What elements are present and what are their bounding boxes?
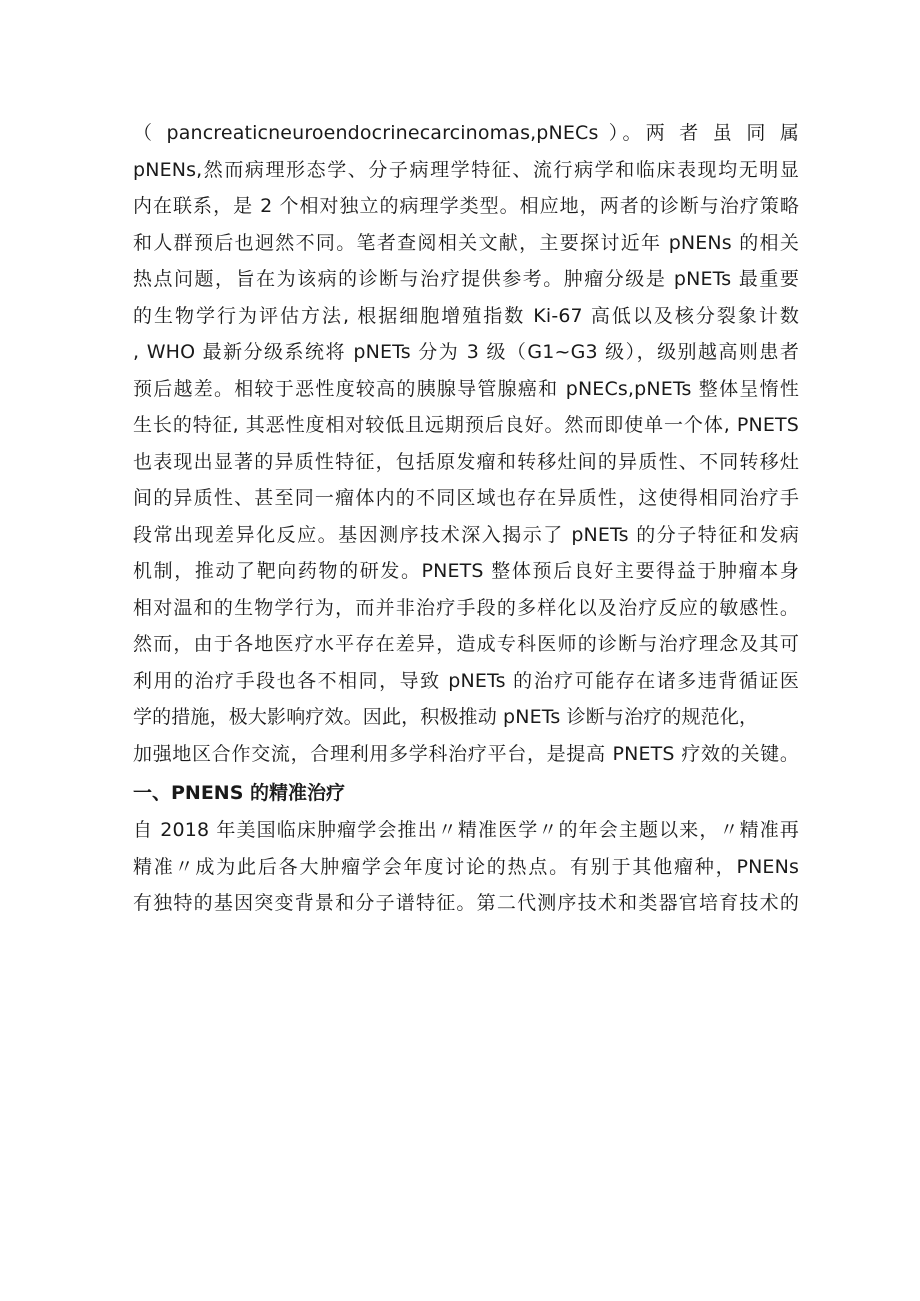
text-line: pNENs,然而病理形态学、分子病理学特征、流行病学和临床表现均无明显 bbox=[133, 158, 799, 181]
text-line: 相对温和的生物学行为，而并非治疗手段的多样化以及治疗反应的敏感性。 bbox=[133, 596, 799, 619]
text-line: 然而，由于各地医疗水平存在差异，造成专科医师的诊断与治疗理念及其可 bbox=[133, 633, 799, 655]
text-line: , WHO 最新分级系统将 pNETs 分为 3 级（G1~G3 级），级别越高则患者 bbox=[133, 341, 799, 363]
text-line: 和人群预后也迥然不同。笔者查阅相关文献，主要探讨近年 pNENs 的相关 bbox=[133, 231, 799, 254]
text-line: 加强地区合作交流，合理利用多学科治疗平台，是提高 PNETS 疗效的关键。 bbox=[133, 742, 799, 765]
paragraph-intro bbox=[133, 115, 799, 772]
text-line: 段常出现差异化反应。基因测序技术深入揭示了 pNETs 的分子特征和发病 bbox=[133, 523, 799, 546]
text-line: 机制，推动了靶向药物的研发。PNETS 整体预后良好主要得益于肿瘤本身 bbox=[133, 560, 799, 582]
text-line: 精准〃成为此后各大肿瘤学会年度讨论的热点。有别于其他瘤种，PNENs bbox=[133, 855, 799, 878]
text-line: 学的措施，极大影响疗效。因此，积极推动 pNETs 诊断与治疗的规范化， bbox=[133, 706, 759, 728]
text-line: （ pancreaticneuroendocrinecarcinomas,pNECs ）。两 者 虽 同 属 bbox=[133, 122, 799, 144]
text-line: 的生物学行为评估方法, 根据细胞增殖指数 Ki-67 高低以及核分裂象计数 bbox=[133, 304, 799, 327]
document-body bbox=[133, 115, 799, 922]
paragraph-precision-treatment bbox=[133, 812, 799, 922]
text-line: 利用的治疗手段也各不相同，导致 pNETs 的治疗可能存在诸多违背循证医 bbox=[133, 669, 799, 692]
text-line: 内在联系，是 2 个相对独立的病理学类型。相应地，两者的诊断与治疗策略 bbox=[133, 195, 799, 217]
text-line: 生长的特征, 其恶性度相对较低且远期预后良好。然而即使单一个体, PNETS bbox=[133, 414, 799, 436]
section-heading: 一、PNENS 的精准治疗 bbox=[133, 782, 346, 804]
text-line: 热点问题，旨在为该病的诊断与治疗提供参考。肿瘤分级是 pNETs 最重要 bbox=[133, 268, 799, 290]
text-line: 预后越差。相较于恶性度较高的胰腺导管腺癌和 pNECs,pNETs 整体呈惰性 bbox=[133, 377, 799, 400]
text-line: 自 2018 年美国临床肿瘤学会推出〃精准医学〃的年会主题以来，〃精准再 bbox=[133, 819, 799, 841]
text-line: 有独特的基因突变背景和分子谱特征。第二代测序技术和类器官培育技术的 bbox=[133, 892, 799, 914]
text-line: 也表现出显著的异质性特征，包括原发瘤和转移灶间的异质性、不同转移灶 bbox=[133, 450, 799, 473]
text-line: 间的异质性、甚至同一瘤体内的不同区域也存在异质性，这使得相同治疗手 bbox=[133, 487, 799, 509]
